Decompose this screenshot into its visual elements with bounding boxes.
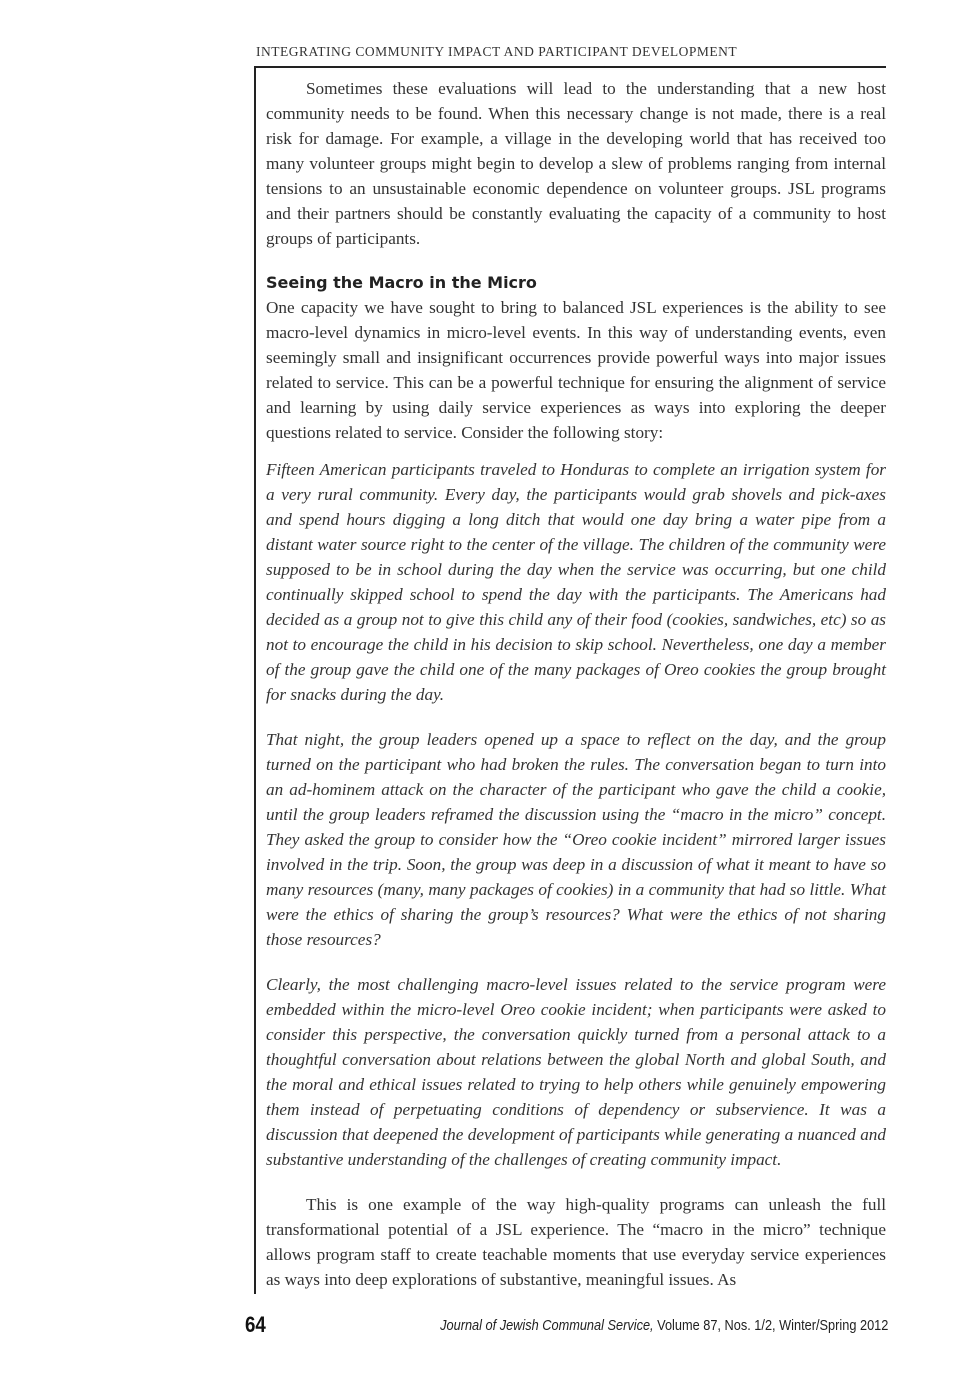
paragraph-macro-micro: One capacity we have sought to bring to balanced JSL experiences is the ability to see macro-level dynamics in micro-level events. In this way of understanding events, even seemingly small and insignificant occurrences provide powerful ways into major issues related to service. This can be a powerful technique for ensuring the alignment of service and learning by using daily service experiences as ways into exploring the deeper questions related to service. Consider the following story: [266,298,886,442]
page-number: 64 [245,1312,266,1337]
section-heading: Seeing the Macro in the Micro [266,273,537,292]
paragraph-evaluations: Sometimes these evaluations will lead to the understanding that a new host community needs to be found. When this necessary change is not made, there is a real risk for damage. For example, a village in the developing world that has received too many volunteer groups might begin to develop a slew of problems ranging from internal tensions to an unsustainable economic dependence on volunteer groups. JSL programs and their partners should be constantly evaluating the capacity of a community to host groups of participants. [266,79,886,248]
article-body [266,76,886,1292]
journal-issue: Volume 87, Nos. 1/2, Winter/Spring 2012 [653,1318,888,1334]
story-paragraph-conclusion: Clearly, the most challenging macro-level issues related to the service program were embedded within the micro-level Oreo cookie incident; when participants were asked to consider this perspective, the conversation quickly turned from a personal attack to a thoughtful conversation about relations between the global North and global South, and the moral and ethical issues related to trying to help others while genuinely empowering them instead of perpetuating conditions of dependency or subservience. It was a discussion that deepened the development of participants while generating a nuanced and substantive understanding of the challenges of creating community impact. [266,975,886,1169]
running-head: INTEGRATING COMMUNITY IMPACT AND PARTICIPANT DEVELOPMENT [256,44,738,59]
story-paragraph-honduras: Fifteen American participants traveled to Honduras to complete an irrigation system for a very rural community. Every day, the participants would grab shovels and pick-axes and spend hours digging a long ditch that would one day bring a water pipe from a distant water source right to the center of the village. The children of the community were supposed to be in school during the day when the service was occurring, but one child continually skipped school to spend the day with the participants. The Americans had decided as a group not to give this child any of their food (cookies, sandwiches, etc) so as not to encourage the child in his decision to skip school. Nevertheless, one day a member of the group gave the child one of the many packages of Oreo cookies the group brought for snacks during the day. [266,460,886,704]
journal-citation [440,1318,888,1334]
journal-title: Journal of Jewish Communal Service, [439,1318,654,1334]
left-margin-rule [254,66,256,1294]
story-paragraph-reflection: That night, the group leaders opened up a space to reflect on the day, and the group turned on the participant who had broken the rules. The conversation began to turn into an ad-hominem attack on the character of the participant who gave the child a cookie, until the group leaders reframed the discussion using the “macro in the micro” concept. They asked the group to consider how the “Oreo cookie incident” mirrored larger issues involved in the trip. Soon, the group was deep in a discussion of what it meant to have so many resources (many, many packages of cookies) in a community that had so little. What were the ethics of sharing the group’s resources? What were the ethics of not sharing those resources? [266,730,886,949]
top-rule [254,66,886,68]
paragraph-transformational: This is one example of the way high-quality programs can unleash the full transformational potential of a JSL experience. The “macro in the micro” technique allows program staff to create teachable moments that use everyday service experiences as ways into deep explorations of substantive, meaningful issues. As [266,1195,886,1289]
